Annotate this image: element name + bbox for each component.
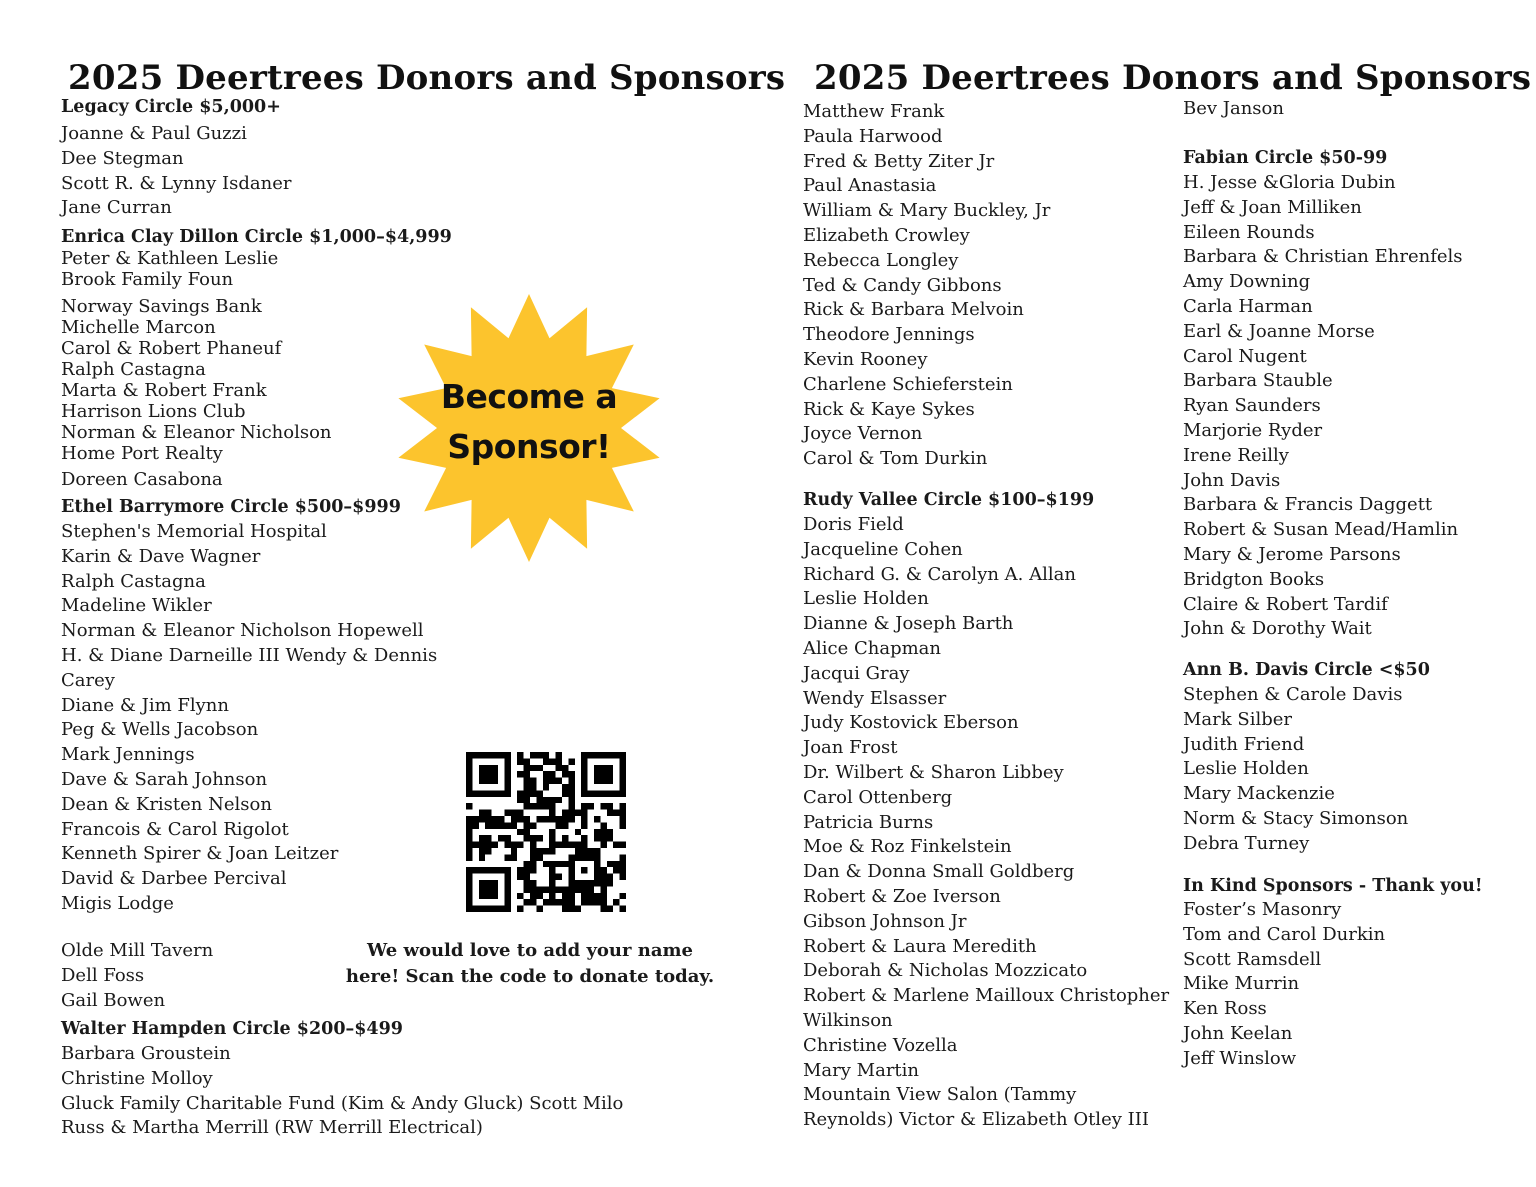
list-item: Fred & Betty Ziter Jr xyxy=(803,150,995,172)
list-item: H. Jesse &Gloria Dubin xyxy=(1183,172,1396,193)
list-item: John Keelan xyxy=(1183,1022,1293,1044)
list-item: Ryan Saunders xyxy=(1183,395,1321,417)
rudy-circle-heading: Rudy Vallee Circle $100–$199 xyxy=(803,490,1095,510)
list-item: Diane & Jim Flynn xyxy=(61,694,229,716)
list-item: Migis Lodge xyxy=(61,892,174,914)
list-item: Wendy Elsasser xyxy=(803,687,947,709)
list-item: Ted & Candy Gibbons xyxy=(803,274,1002,296)
enrica-circle-list-c xyxy=(61,468,223,493)
list-item: Ken Ross xyxy=(1183,998,1267,1020)
list-item: Dean & Kristen Nelson xyxy=(61,793,272,815)
list-item: William & Mary Buckley, Jr xyxy=(803,200,1051,222)
list-item: John Davis xyxy=(1183,469,1281,491)
list-item: Rick & Kaye Sykes xyxy=(803,398,975,420)
badge-line-2: Sponsor! xyxy=(447,427,611,466)
enrica-circle-list-a xyxy=(61,248,278,290)
list-item: Olde Mill Tavern xyxy=(61,940,214,961)
list-item: Mountain View Salon (Tammy xyxy=(803,1084,1077,1106)
qr-code-icon xyxy=(466,752,626,912)
list-item: Jeff Winslow xyxy=(1183,1047,1297,1069)
list-item: Reynolds) Victor & Elizabeth Otley III xyxy=(803,1109,1149,1131)
list-item: Stephen's Memorial Hospital xyxy=(61,521,327,542)
list-item: Norman & Eleanor Nicholson xyxy=(61,422,332,443)
list-item: Charlene Schieferstein xyxy=(803,373,1013,395)
list-item: Gluck Family Charitable Fund (Kim & Andy Gluck) Scott Milo xyxy=(61,1092,624,1114)
list-item: Carol & Robert Phaneuf xyxy=(61,338,282,359)
list-item: Robert & Marlene Mailloux Christopher xyxy=(803,985,1170,1007)
list-item: Mary & Jerome Parsons xyxy=(1183,543,1401,565)
list-item: Russ & Martha Merrill (RW Merrill Electrical) xyxy=(61,1117,483,1139)
list-item: Rick & Barbara Melvoin xyxy=(803,299,1024,321)
walter-circle-heading: Walter Hampden Circle $200–$499 xyxy=(61,1019,403,1039)
list-item: Robert & Susan Mead/Hamlin xyxy=(1183,519,1459,541)
cta-line-1: We would love to add your name xyxy=(366,940,693,961)
list-item: Carey xyxy=(61,669,115,691)
list-item: Michelle Marcon xyxy=(61,317,216,338)
list-item: Wilkinson xyxy=(803,1009,893,1031)
list-item: Norman & Eleanor Nicholson Hopewell xyxy=(61,620,424,642)
list-item: Judith Friend xyxy=(1183,733,1305,755)
in-kind-sponsors-heading: In Kind Sponsors - Thank you! xyxy=(1183,876,1483,896)
list-item: Leslie Holden xyxy=(803,588,929,610)
list-item: Brook Family Foun xyxy=(61,269,234,290)
list-item: Dave & Sarah Johnson xyxy=(61,768,268,790)
badge-text xyxy=(393,372,665,472)
fabian-circle-list xyxy=(1183,171,1463,642)
list-item: Theodore Jennings xyxy=(803,324,975,346)
list-item: Ralph Castagna xyxy=(61,359,206,380)
list-item: Elizabeth Crowley xyxy=(803,224,970,246)
list-item: Foster’s Masonry xyxy=(1183,899,1342,920)
list-item: Carol Ottenberg xyxy=(803,786,953,808)
ethel-circle-list xyxy=(61,520,437,917)
list-item: Carol & Tom Durkin xyxy=(803,448,988,470)
list-item: Deborah & Nicholas Mozzicato xyxy=(803,960,1088,982)
fabian-circle-heading: Fabian Circle $50-99 xyxy=(1183,148,1388,168)
donate-qr-code[interactable] xyxy=(466,752,626,912)
list-item: Madeline Wikler xyxy=(61,595,212,617)
list-item: David & Darbee Percival xyxy=(61,868,287,890)
list-item: Jane Curran xyxy=(61,197,172,219)
ann-davis-circle-list xyxy=(1183,683,1408,857)
list-item: Mary Mackenzie xyxy=(1183,783,1335,805)
cta-line-2: here! Scan the code to donate today. xyxy=(345,966,715,987)
right-page-title: 2025 Deertrees Donors and Sponsors xyxy=(814,58,1532,98)
list-item: Jacqueline Cohen xyxy=(803,538,963,560)
list-item: Claire & Robert Tardif xyxy=(1183,593,1388,615)
list-item: Gail Bowen xyxy=(61,989,166,1011)
list-item: Barbara & Francis Daggett xyxy=(1183,494,1433,516)
list-item: Paula Harwood xyxy=(803,125,943,147)
list-item: Rebecca Longley xyxy=(803,249,959,271)
list-item: Marjorie Ryder xyxy=(1183,419,1323,441)
list-item: Christine Vozella xyxy=(803,1034,958,1056)
list-item: Mary Martin xyxy=(803,1059,920,1081)
list-item: Harrison Lions Club xyxy=(61,401,246,422)
rudy-circle-list xyxy=(803,513,1169,1133)
right-col1-top-list xyxy=(803,100,1050,472)
enrica-circle-heading: Enrica Clay Dillon Circle $1,000–$4,999 xyxy=(61,227,452,247)
list-item: Amy Downing xyxy=(1183,271,1311,293)
list-item: Robert & Zoe Iverson xyxy=(803,885,1001,907)
list-item: Marta & Robert Frank xyxy=(61,380,267,401)
list-item: Carla Harman xyxy=(1183,295,1313,317)
list-item: Robert & Laura Meredith xyxy=(803,935,1037,957)
list-item: Gibson Johnson Jr xyxy=(803,910,967,932)
list-item: Norway Savings Bank xyxy=(61,296,262,317)
list-item: Bridgton Books xyxy=(1183,568,1325,590)
list-item: Scott Ramsdell xyxy=(1183,948,1322,970)
walter-circle-list xyxy=(61,1042,623,1141)
list-item: Dianne & Joseph Barth xyxy=(803,613,1014,635)
ethel-circle-heading: Ethel Barrymore Circle $500–$999 xyxy=(61,497,401,517)
list-item: Mike Murrin xyxy=(1183,973,1300,995)
list-item: Joan Frost xyxy=(803,737,898,759)
list-item: Karin & Dave Wagner xyxy=(61,545,261,567)
list-item: Doris Field xyxy=(803,514,904,535)
list-item: Ralph Castagna xyxy=(61,570,206,592)
list-item: Scott R. & Lynny Isdaner xyxy=(61,172,292,194)
right-col2-top-list xyxy=(1183,97,1284,122)
list-item: Kenneth Spirer & Joan Leitzer xyxy=(61,843,339,865)
list-item: H. & Diane Darneille III Wendy & Dennis xyxy=(61,644,438,666)
ethel-circle-list-after-gap xyxy=(61,939,213,1013)
list-item: Patricia Burns xyxy=(803,811,934,833)
list-item: Barbara & Christian Ehrenfels xyxy=(1183,246,1463,268)
list-item: Barbara Groustein xyxy=(61,1043,231,1064)
list-item: Mark Silber xyxy=(1183,708,1293,730)
list-item: Matthew Frank xyxy=(803,101,945,122)
enrica-circle-list-b xyxy=(61,296,332,464)
list-item: Carol Nugent xyxy=(1183,345,1307,367)
list-item: Leslie Holden xyxy=(1183,758,1309,780)
list-item: Peg & Wells Jacobson xyxy=(61,719,259,741)
list-item: Alice Chapman xyxy=(803,637,941,659)
list-item: Irene Reilly xyxy=(1183,444,1289,466)
donate-call-to-action xyxy=(340,938,720,990)
list-item: Home Port Realty xyxy=(61,443,223,464)
list-item: Jacqui Gray xyxy=(803,662,910,684)
legacy-circle-list xyxy=(61,122,292,221)
list-item: Dell Foss xyxy=(61,964,145,986)
ann-davis-circle-heading: Ann B. Davis Circle <$50 xyxy=(1183,660,1430,680)
list-item: John & Dorothy Wait xyxy=(1183,618,1372,640)
list-item: Debra Turney xyxy=(1183,832,1310,854)
list-item: Bev Janson xyxy=(1183,98,1284,119)
list-item: Kevin Rooney xyxy=(803,348,928,370)
left-page-title: 2025 Deertrees Donors and Sponsors xyxy=(68,58,786,98)
list-item: Joanne & Paul Guzzi xyxy=(61,123,247,144)
list-item: Paul Anastasia xyxy=(803,175,937,197)
legacy-circle-heading: Legacy Circle $5,000+ xyxy=(61,97,281,117)
list-item: Norm & Stacy Simonson xyxy=(1183,807,1409,829)
list-item: Jeff & Joan Milliken xyxy=(1183,196,1362,218)
list-item: Judy Kostovick Eberson xyxy=(803,712,1019,734)
list-item: Tom and Carol Durkin xyxy=(1183,923,1386,945)
list-item: Dan & Donna Small Goldberg xyxy=(803,861,1075,883)
badge-line-1: Become a xyxy=(440,377,618,416)
list-item: Eileen Rounds xyxy=(1183,221,1315,243)
list-item: Joyce Vernon xyxy=(803,423,923,445)
list-item: Peter & Kathleen Leslie xyxy=(61,248,279,269)
become-sponsor-badge[interactable] xyxy=(393,292,665,564)
list-item: Dee Stegman xyxy=(61,147,184,169)
list-item: Barbara Stauble xyxy=(1183,370,1333,392)
list-item: Richard G. & Carolyn A. Allan xyxy=(803,563,1076,585)
list-item: Stephen & Carole Davis xyxy=(1183,684,1403,705)
list-item: Mark Jennings xyxy=(61,744,195,766)
list-item: Moe & Roz Finkelstein xyxy=(803,836,1012,858)
list-item: Christine Molloy xyxy=(61,1067,213,1089)
list-item: Dr. Wilbert & Sharon Libbey xyxy=(803,761,1064,783)
in-kind-sponsors-list xyxy=(1183,898,1385,1072)
list-item: Doreen Casabona xyxy=(61,469,223,490)
list-item: Earl & Joanne Morse xyxy=(1183,320,1375,342)
list-item: Francois & Carol Rigolot xyxy=(61,818,289,840)
